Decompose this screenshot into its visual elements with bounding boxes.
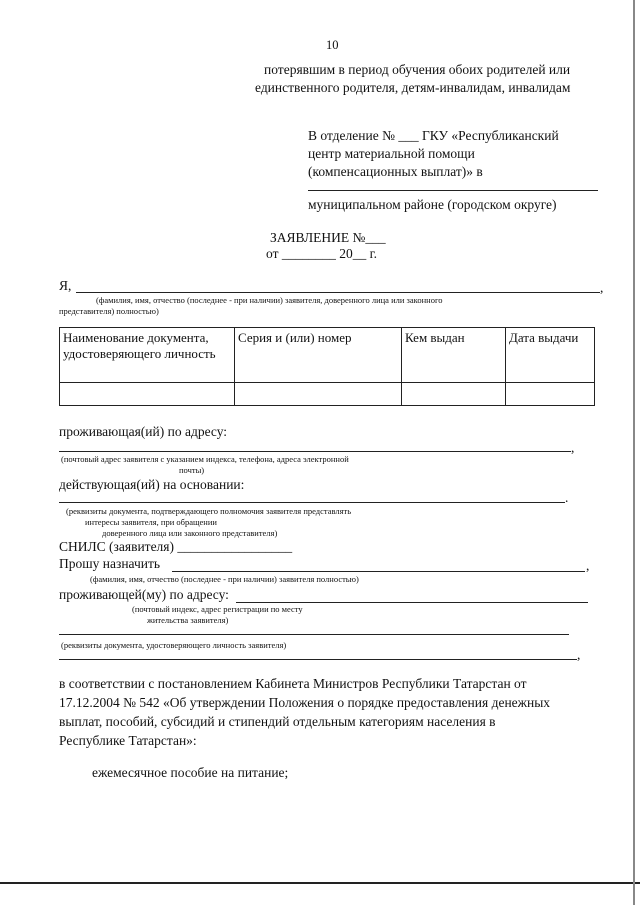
request-hint: (фамилия, имя, отчество (последнее - при наличии) заявителя полностью)	[90, 574, 359, 584]
residing-hint-1: (почтовый адрес заявителя с указанием индекса, телефона, адреса электронной	[61, 454, 349, 464]
identity-document-table	[59, 327, 595, 406]
recipient-address-label: проживающей(му) по адресу:	[59, 587, 229, 602]
request-label: Прошу назначить	[59, 556, 161, 571]
application-date: от ________ 20__ г.	[266, 246, 377, 261]
applicant-hint-1: (фамилия, имя, отчество (последнее - при наличии) заявителя, доверенного лица или законного	[96, 295, 443, 305]
legal-basis-line-2: 17.12.2004 № 542 «Об утверждении Положения о порядке предоставления денежных	[59, 695, 551, 710]
recipient-address-line-2	[59, 634, 569, 635]
applicant-hint-2: представителя) полностью)	[59, 306, 159, 316]
recipient-address-hint-2: жительства заявителя)	[147, 615, 229, 625]
cell-issue-date[interactable]	[506, 383, 595, 406]
recipient-id-comma: ,	[577, 647, 581, 662]
recipient-address-hint-1: (почтовый индекс, адрес регистрации по месту	[132, 604, 303, 614]
applicant-comma: ,	[600, 280, 604, 295]
applicant-prefix: Я,	[59, 278, 72, 293]
header-issued-by: Кем выдан	[402, 328, 506, 383]
header-document-name: Наименование документа, удостоверяющего личность	[60, 328, 235, 383]
applicant-name-line	[76, 292, 600, 293]
request-comma: ,	[586, 558, 590, 573]
page-number: 10	[326, 38, 339, 52]
legal-basis-line-1: в соответствии с постановлением Кабинета Министров Республики Татарстан от	[59, 676, 527, 691]
header-series-number: Серия и (или) номер	[235, 328, 402, 383]
acting-label: действующая(ий) на основании:	[59, 477, 245, 492]
cell-issued-by[interactable]	[402, 383, 506, 406]
acting-basis-line	[59, 502, 565, 503]
department-fill-line	[308, 190, 598, 191]
cell-document-name[interactable]	[60, 383, 235, 406]
header-issue-date: Дата выдачи	[506, 328, 595, 383]
recipient-address-line	[236, 602, 588, 603]
acting-dot: .	[565, 490, 569, 505]
page-right-edge	[633, 0, 635, 905]
table-row	[60, 383, 595, 406]
intro-line-1: потерявшим в период обучения обоих родителей или	[264, 62, 571, 77]
intro-line-2: единственного родителя, детям-инвалидам, инвалидам	[255, 80, 571, 95]
residing-hint-2: почты)	[179, 465, 205, 475]
residing-comma: ,	[571, 440, 575, 455]
recipient-id-line	[59, 659, 577, 660]
benefit-item: ежемесячное пособие на питание;	[92, 765, 289, 780]
addressee-line-4: муниципальном районе (городском округе)	[308, 197, 557, 212]
residing-label: проживающая(ий) по адресу:	[59, 424, 228, 439]
legal-basis-line-3: выплат, пособий, субсидий и стипендий отдельным категориям населения в	[59, 714, 496, 729]
application-title: ЗАЯВЛЕНИЕ №___	[270, 230, 386, 245]
request-name-line	[172, 571, 585, 572]
cell-series-number[interactable]	[235, 383, 402, 406]
residing-address-line	[59, 451, 571, 452]
acting-hint-1: (реквизиты документа, подтверждающего полномочия заявителя представлять	[66, 506, 352, 516]
addressee-line-2: центр материальной помощи	[308, 146, 475, 161]
legal-basis-line-4: Республике Татарстан»:	[59, 733, 197, 748]
acting-hint-2: интересы заявителя, при обращении	[85, 517, 217, 527]
addressee-line-1: В отделение № ___ ГКУ «Республиканский	[308, 128, 559, 143]
table-header-row	[60, 328, 595, 383]
addressee-line-3: (компенсационных выплат)» в	[308, 164, 483, 179]
recipient-id-hint: (реквизиты документа, удостоверяющего личность заявителя)	[61, 640, 287, 650]
snils-label: СНИЛС (заявителя) _________________	[59, 539, 293, 554]
page-bottom-edge	[0, 882, 640, 884]
acting-hint-3: доверенного лица или законного представителя)	[102, 528, 278, 538]
